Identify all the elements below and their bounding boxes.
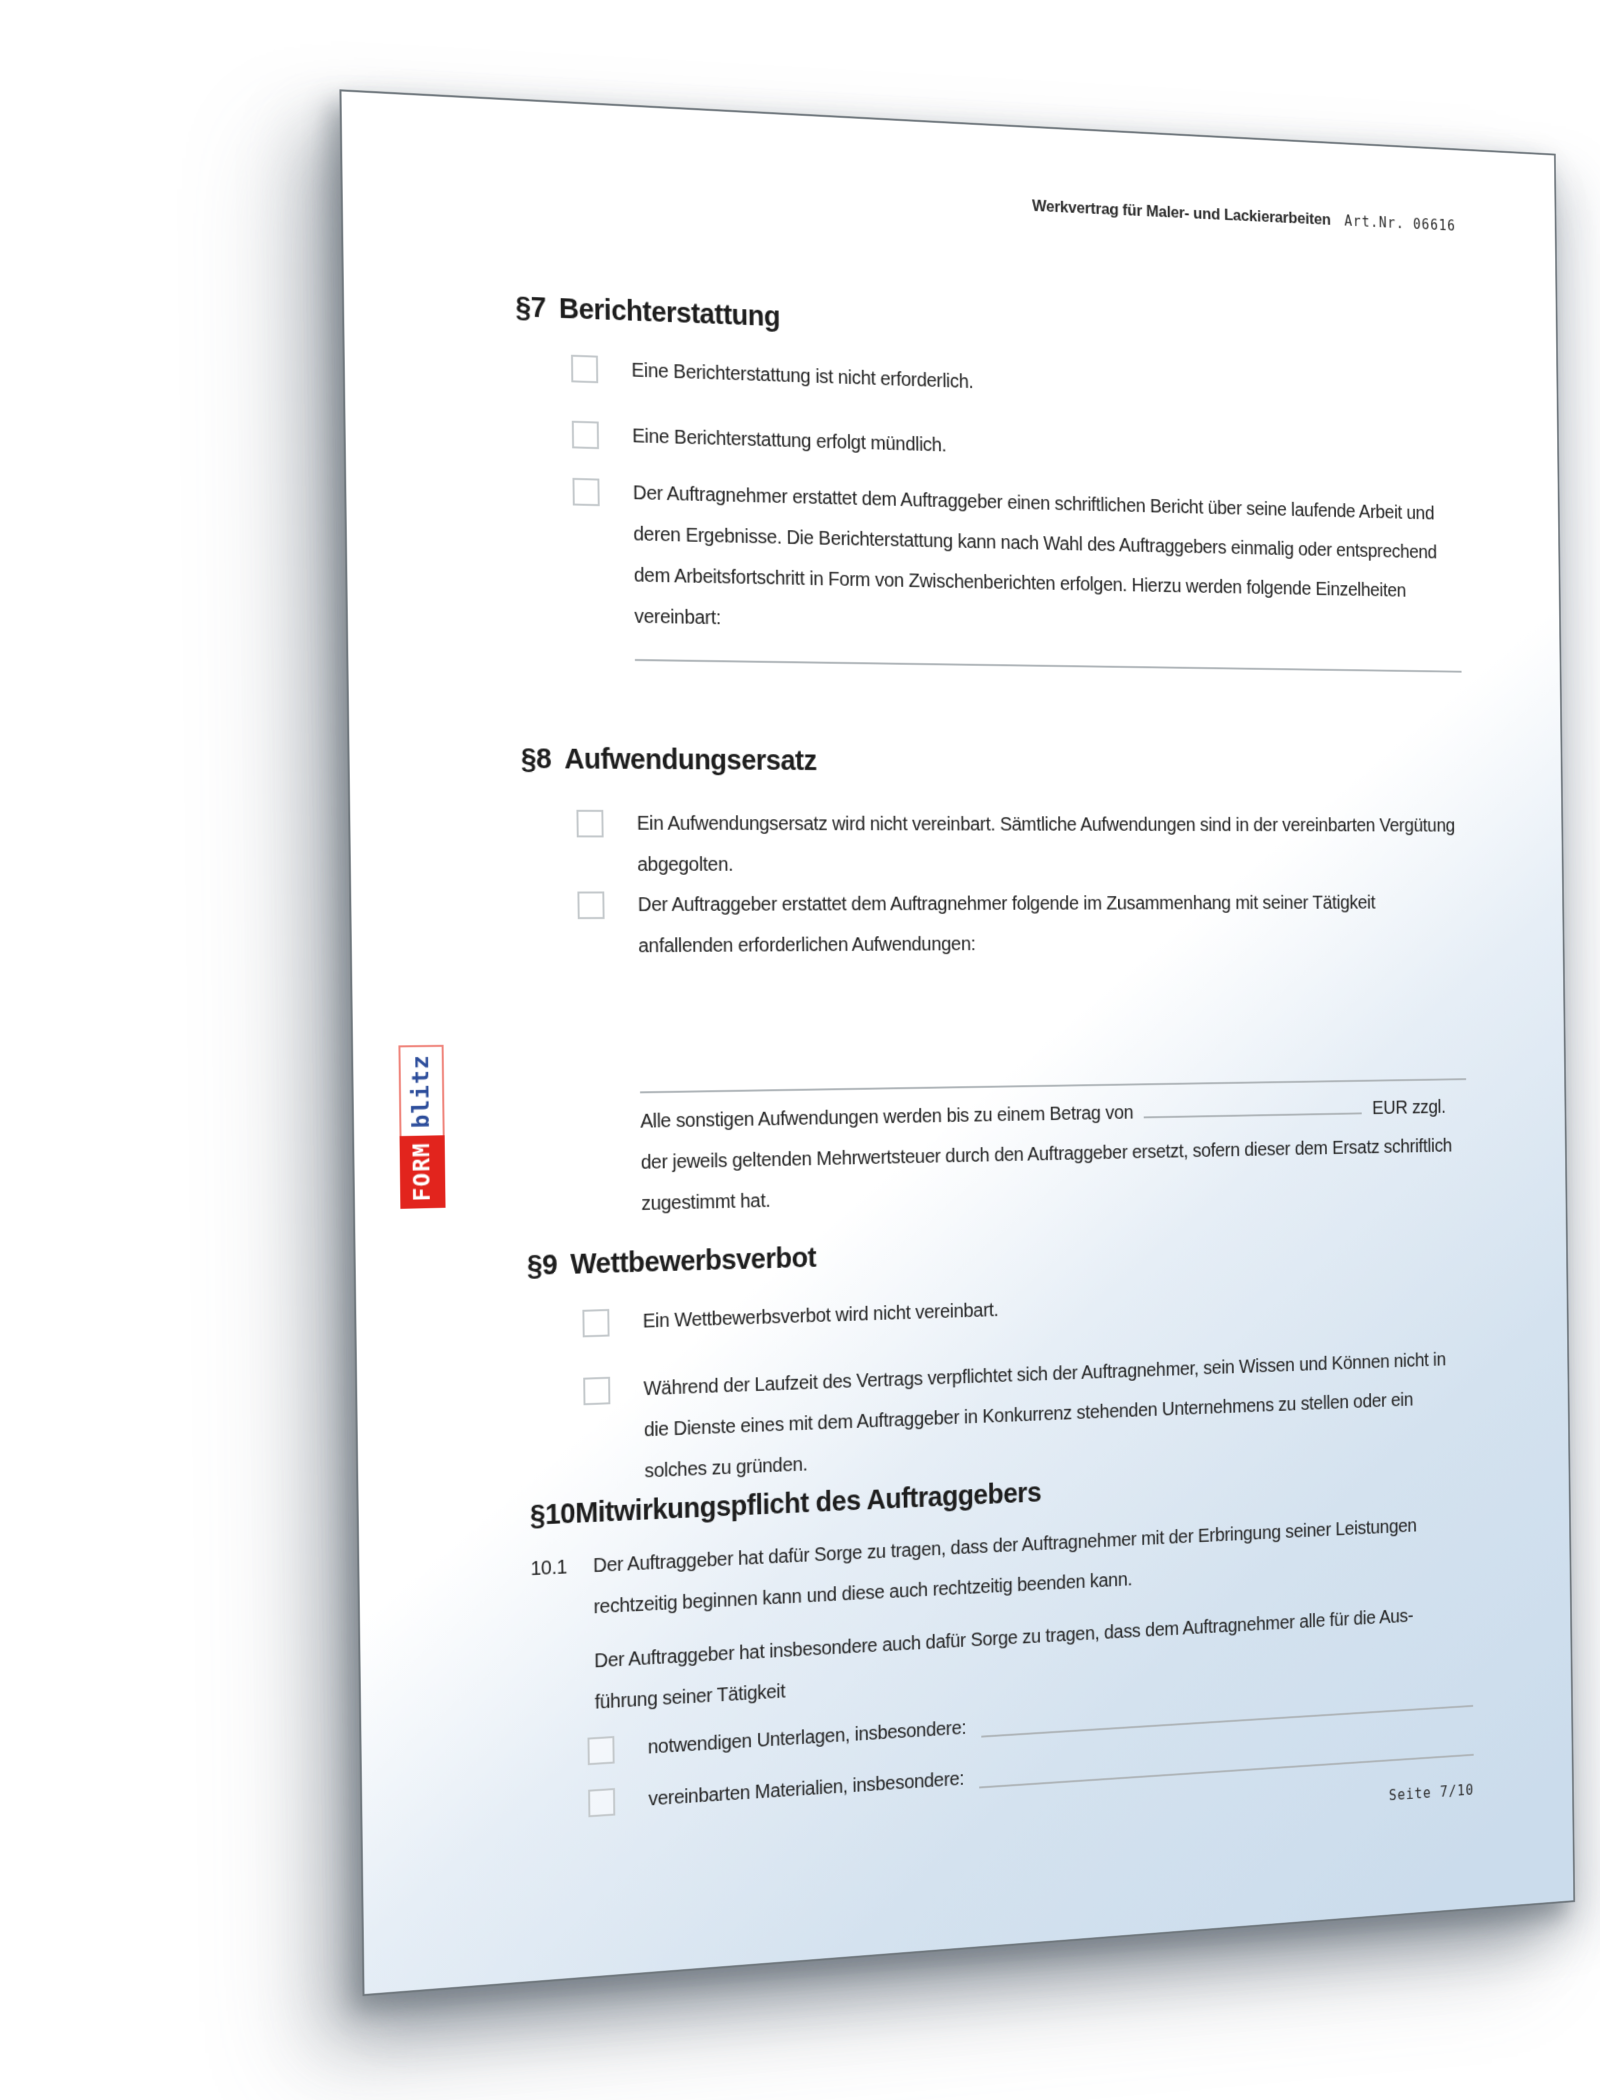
section-9-number: §9 (526, 1249, 558, 1282)
formblitz-logo (398, 1037, 445, 1209)
checkbox-berichterstattung-nicht-erforderlich[interactable] (571, 355, 598, 383)
amount-text-post: EUR zzgl. (1372, 1097, 1446, 1119)
option-label: Ein Aufwendungsersatz wird nicht vereinbart. Sämtliche Aufwendungen sind in der vereinbarten Vergütung abgegolten. (636, 812, 1455, 876)
checkbox-aufwendungen-erstattung[interactable] (577, 891, 604, 919)
logo-form-text: FORM (400, 1135, 446, 1209)
clause-text-line: Der Auftraggeber hat insbesondere auch dafür Sorge zu tragen, dass dem Auftragnehmer alle für die Aus- (594, 1605, 1414, 1673)
clause-text: Der Auftraggeber hat dafür Sorge zu tragen, dass der Auftragnehmer mit der Erbringung seiner Leistungen rechtzeitig beginnen kann und diese auch rechtzeitig beenden kann. (593, 1515, 1417, 1619)
checkbox-wettbewerbsverbot-laufzeit[interactable] (583, 1377, 610, 1406)
section-10-number: §10 (529, 1498, 576, 1532)
option-label: notwendigen Unterlagen, insbesondere: (647, 1717, 967, 1759)
contract-page (339, 89, 1575, 1996)
amount-paragraph (640, 1087, 1467, 1224)
option-label: Eine Berichterstattung erfolgt mündlich. (632, 425, 947, 457)
option-label: Der Auftragnehmer erstattet dem Auftraggeber einen schriftlichen Bericht über seine laufende Arbeit und deren Ergebnisse. Die Berichterstattung kann nach Wahl des Auftraggebers einmalig oder entsprechend dem Arbeitsfortschritt in Form von Zwischenberichten erfolgen. Hierzu werden folgende Einzelheiten vereinbart: (632, 482, 1437, 630)
amount-text-pre: Alle sonstigen Aufwendungen werden bis zu einem Betrag von (640, 1102, 1134, 1133)
formblitz-logo-inner (398, 1037, 445, 1209)
document-title: Werkvertrag für Maler- und Lackierarbeiten (1031, 196, 1331, 229)
clause-text-line: führung seiner Tätigkeit (594, 1680, 786, 1714)
amount-text-rest: der jeweils geltenden Mehrwertsteuer durch den Auftraggeber ersetzt, sofern dieser dem Ersatz schriftlich zugestimmt hat. (640, 1135, 1453, 1215)
checkbox-kein-wettbewerbsverbot[interactable] (582, 1309, 609, 1337)
option-row (582, 1276, 1468, 1344)
section-9-heading (527, 1243, 816, 1283)
option-label: Eine Berichterstattung ist nicht erforderlich. (631, 359, 974, 393)
section-8-title: Aufwendungsersatz (564, 743, 817, 777)
section-8-heading (521, 743, 817, 777)
option-label: Ein Wettbewerbsverbot wird nicht vereinbart. (642, 1299, 999, 1333)
clause-number: 10.1 (530, 1556, 568, 1581)
page-header (342, 164, 1455, 236)
option-row (572, 414, 1460, 481)
section-9-title: Wettbewerbsverbot (570, 1242, 817, 1281)
option-row (571, 348, 1459, 419)
section-7-title: Berichterstattung (558, 293, 781, 333)
option-label: Während der Laufzeit des Vertrags verpflichtet sich der Auftragnehmer, sein Wissen und Können nicht in die Dienste eines mit dem Auftraggeber in Konkurrenz stehenden Unternehmens zu stellen oder ein solches zu gründen. (643, 1349, 1446, 1483)
checkbox-vereinbarte-materialien[interactable] (588, 1788, 615, 1817)
logo-blitz-text: blitz (398, 1045, 444, 1136)
fill-line-berichterstattung-einzelheiten[interactable] (635, 659, 1462, 673)
option-row (577, 883, 1464, 967)
option-label: Der Auftraggeber erstattet dem Auftragnehmer folgende im Zusammenhang mit seiner Tätigkeit anfallenden erforderlichen Aufwendungen: (637, 892, 1376, 958)
option-label: vereinbarten Materialien, insbesondere: (648, 1768, 965, 1811)
article-number: Art.Nr. 06616 (1344, 212, 1456, 235)
section-7-number: §7 (515, 291, 546, 325)
section-10-title: Mitwirkungspflicht des Auftraggebers (574, 1477, 1042, 1530)
checkbox-schriftlicher-bericht[interactable] (572, 478, 599, 506)
fill-line-materialien[interactable] (979, 1754, 1474, 1789)
checkbox-notwendige-unterlagen[interactable] (588, 1736, 615, 1765)
option-row (576, 803, 1464, 886)
section-7-heading (515, 291, 780, 334)
option-row (572, 471, 1461, 650)
checkbox-berichterstattung-muendlich[interactable] (572, 421, 599, 449)
fill-field-betrag[interactable] (1144, 1096, 1362, 1119)
option-row (583, 1340, 1470, 1495)
section-8-number: §8 (520, 743, 552, 776)
checkbox-kein-aufwendungsersatz[interactable] (576, 810, 603, 838)
page-number: Seite 7/10 (1388, 1781, 1475, 1805)
